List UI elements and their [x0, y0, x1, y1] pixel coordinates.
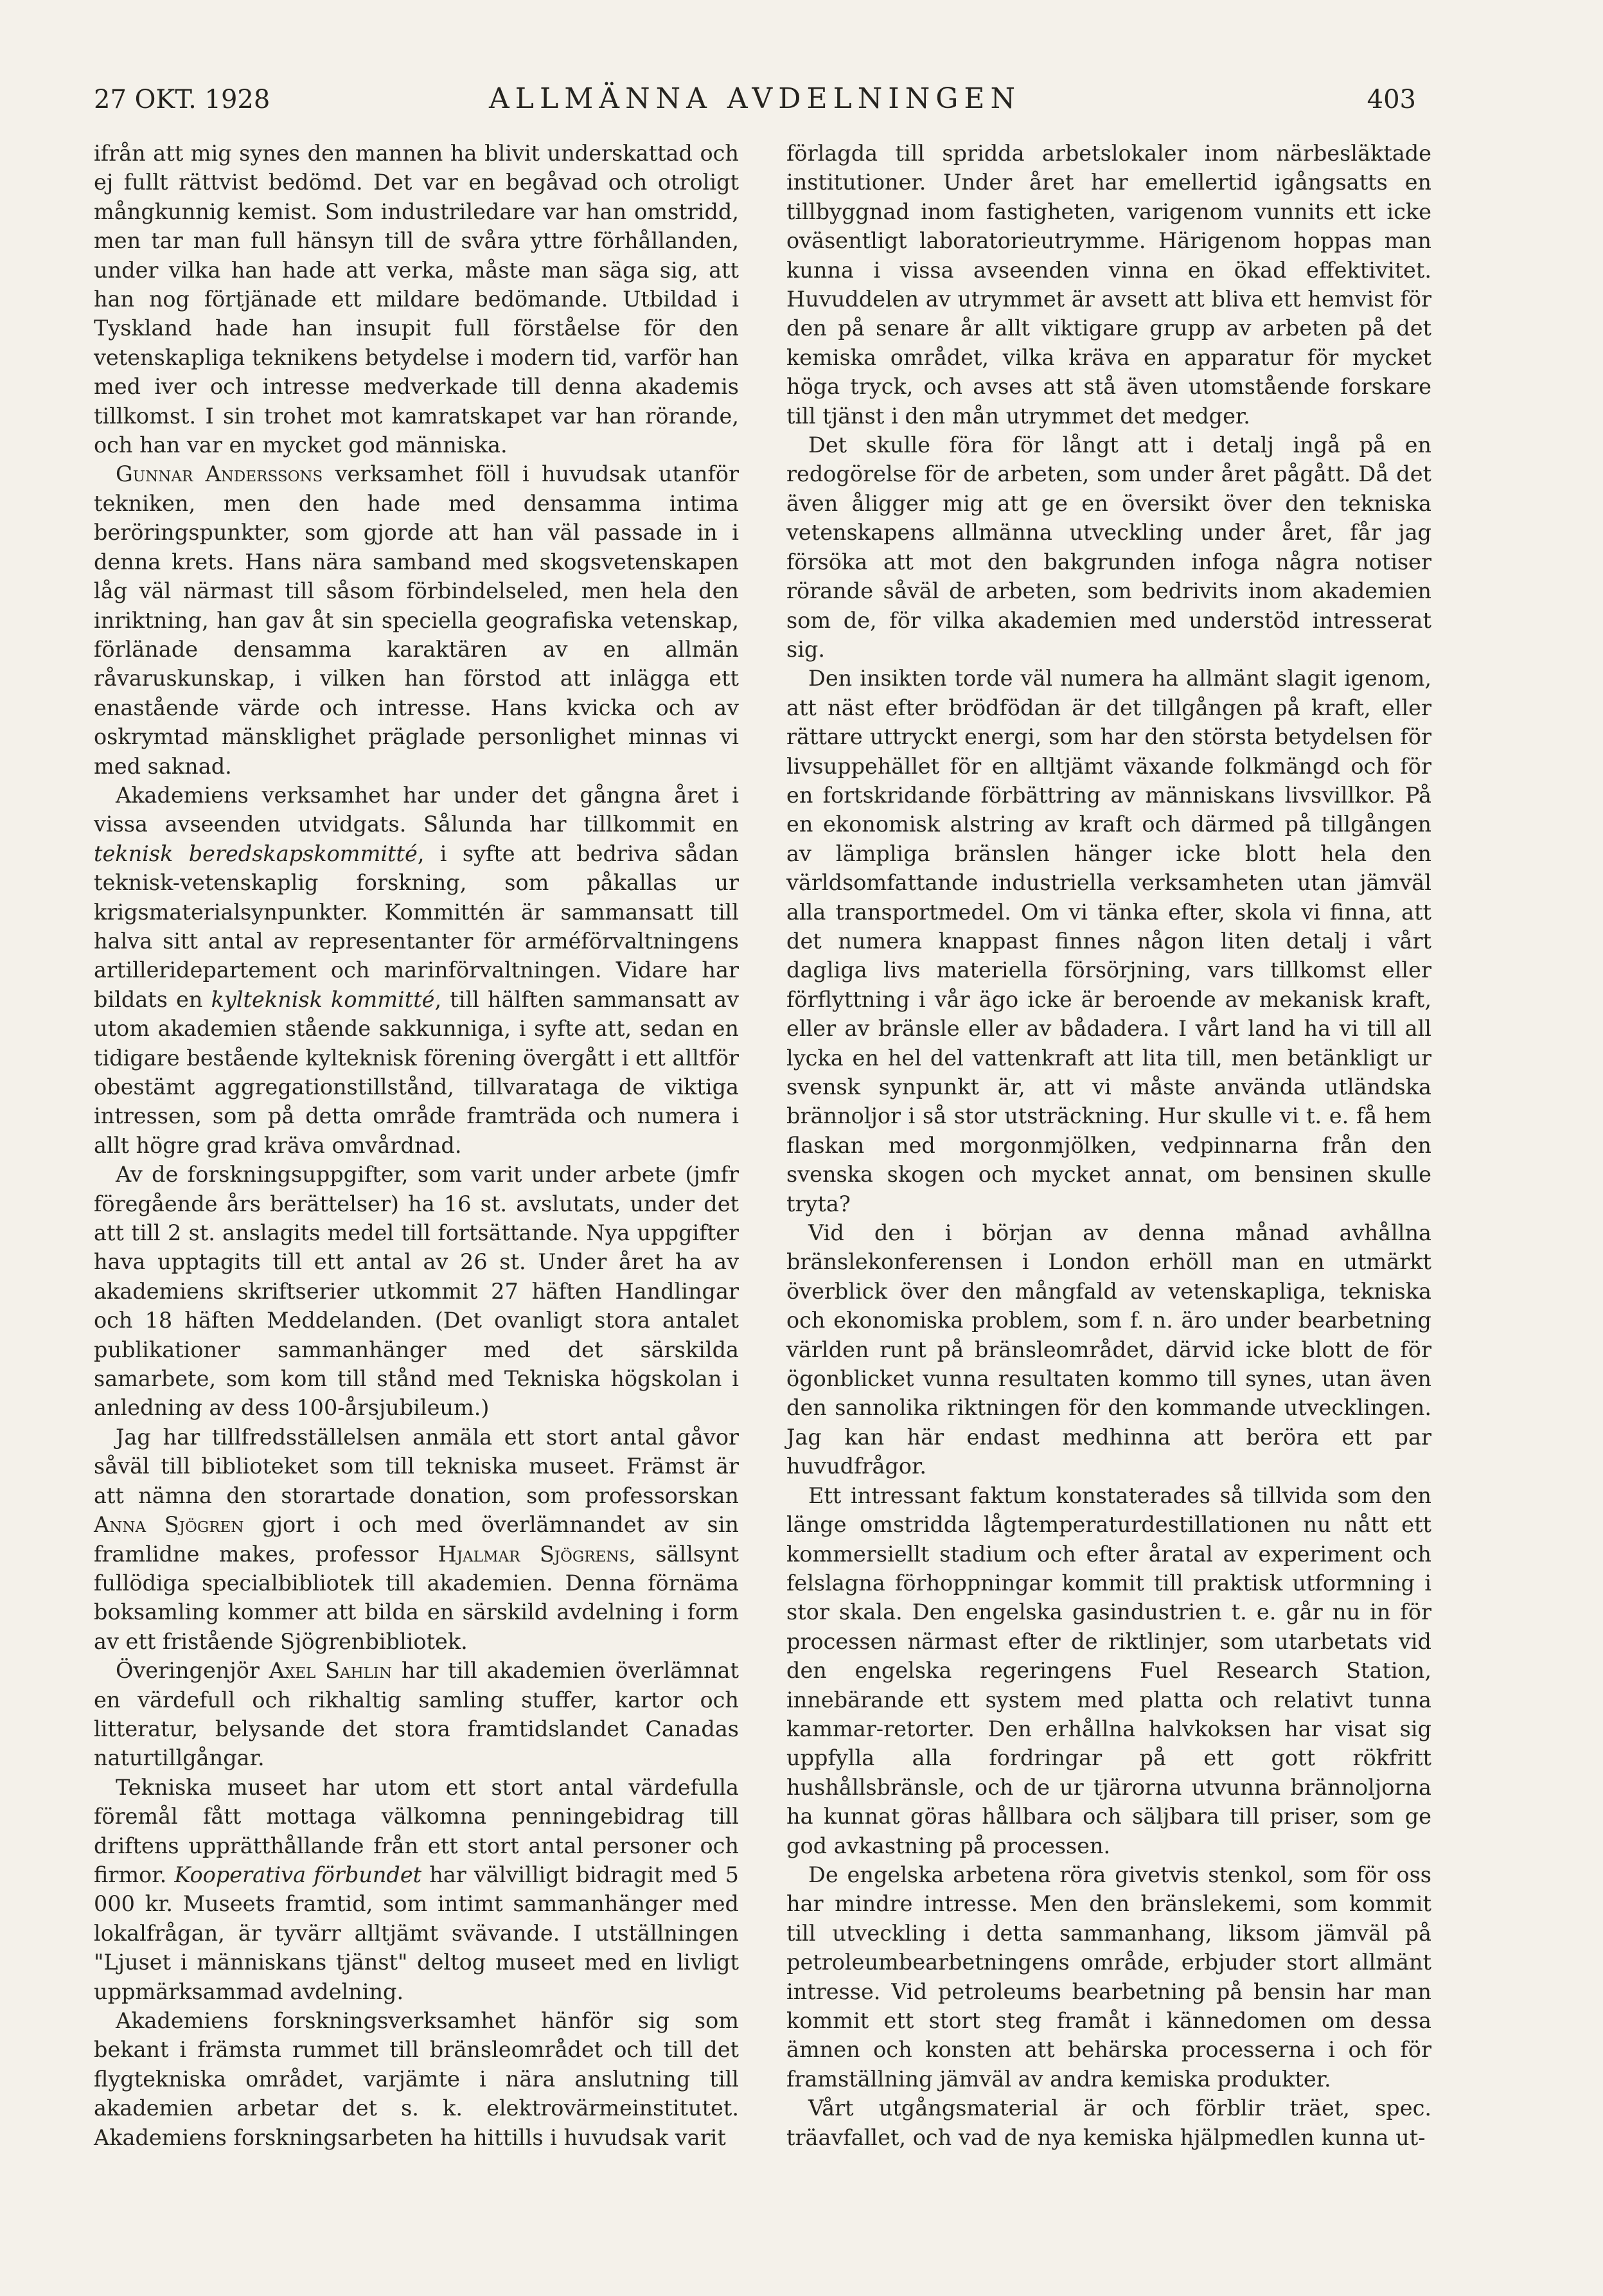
paragraph: Akademiens forskningsverksamhet hänför sig som bekant i främsta rummet till bränsleområdet och till det flygtekniska området, varjämte i nära anslutning till akademien arbetar det s. k. elektrovärmeinstitutet. Akademiens forskningsarbeten ha hittills i huvudsak varit — [94, 2008, 739, 2150]
paragraph: Vårt utgångsmaterial är och förblir träet, spec. träavfallet, och vad de nya kemiska hjälpmedlen kunna ut- — [786, 2096, 1431, 2150]
header-page-number: 403 — [1367, 85, 1416, 114]
header-section-title: ALLMÄNNA AVDELNINGEN — [489, 82, 1021, 115]
person-name: Gunnar Anderssons — [116, 461, 323, 487]
organization-name: Kooperativa förbundet — [174, 1862, 422, 1887]
paragraph: Akademiens verksamhet har under det gångna året i vissa avseenden utvidgats. Sålunda har tillkommit en teknisk beredskapskommitté, i syfte att bedriva sådan teknisk-vetenskaplig forskning, som påkallas ur krigsmaterialsynpunkter. Kommittén är sammansatt till halva sitt antal av representanter för arméförvaltningens artilleridepartement och marinförvaltningen. Vidare har bildats en kylteknisk kommitté, till hälften sammansatt av utom akademien stående sakkunniga, i syfte att, sedan en tidigare bestående kylteknisk förening övergått i ett alltför obestämt aggregationstillstånd, tillvarataga de viktiga intressen, som på detta område framträda och numera i allt högre grad kräva omvårdnad. — [94, 782, 739, 1158]
paragraph: Den insikten torde väl numera ha allmänt slagit igenom, att näst efter brödfödan är det tillgången på kraft, eller rättare uttryckt energi, som har den största betydelsen för livsuppehället för en alltjämt växande folkmängd och för en fortskridande förbättring av människans livsvillkor. På en ekonomisk alstring av kraft och därmed på tillgången av lämpliga bränslen hänger icke blott hela den världsomfattande industriella verksamheten utan jämväl alla transportmedel. Om vi tänka efter, skola vi finna, att det numera knappast finnes någon liten detalj i vårt dagliga livs materiella försörjning, vars tillkomst eller förflyttning i vår ägo icke är beroende av mekanisk kraft, eller av bränsle eller av bådadera. I vårt land ha vi till all lycka en hel del vattenkraft att lita till, men betänkligt ur svensk synpunkt är, att vi måste använda utländska brännoljor i så stor utsträckning. Hur skulle vi t. e. få hem flaskan med morgonmjölken, vedpinnarna från den svenska skogen och mycket annat, om bensinen skulle tryta? — [786, 666, 1431, 1216]
person-name: Hjalmar Sjögrens — [438, 1541, 630, 1567]
left-column — [94, 139, 739, 2152]
page-header — [94, 72, 1416, 130]
paragraph: Gunnar Anderssons verksamhet föll i huvudsak utanför tekniken, men den hade med densamma intima beröringspunkter, som gjorde att han väl passade in i denna krets. Hans nära samband med skogsvetenskapen låg väl närmast till såsom förbindelseled, men hela den inriktning, han gav åt sin speciella geografiska vetenskap, förlänade densamma karaktären av en allmän råvaruskunskap, i vilken han förstod att inlägga ett enastående värde och intresse. Hans kvicka och av oskrymtad mänsklighet präglade personlighet minnas vi med saknad. — [94, 461, 739, 779]
paragraph: förlagda till spridda arbetslokaler inom närbesläktade institutioner. Under året har emellertid igångsatts en tillbyggnad inom fastigheten, varigenom vunnits ett icke oväsentligt laboratorieutrymme. Härigenom hoppas man kunna i vissa avseenden vinna en ökad effektivitet. Huvuddelen av utrymmet är avsett att bliva ett hemvist för den på senare år allt viktigare grupp av arbeten på det kemiska området, vilka kräva en apparatur för mycket höga tryck, och avses att stå även utomstående forskare till tjänst i den mån utrymmet det medger. — [786, 141, 1431, 429]
committee-name: teknisk beredskapskommitté — [94, 841, 418, 866]
paragraph: Ett intressant faktum konstaterades så tillvida som den länge omstridda lågtemperaturdestillationen nu nått ett kommersiellt stadium och efter åratal av experiment och felslagna förhoppningar kommit till praktisk utformning i stor skala. Den engelska gasindustrien t. e. går nu in för processen närmast efter de riktlinjer, som utarbetats vid den engelska regeringens Fuel Research Station, innebärande ett system med platta och relativt tunna kammar-retorter. Den erhållna halvkoksen har visat sig uppfylla alla fordringar på ett gott rökfritt hushållsbränsle, och de ur tjärorna utvunna brännoljorna ha kunnat göras hållbara och säljbara till priser, som ge god avkastning på processen. — [786, 1482, 1431, 1858]
person-name: Anna Sjögren — [94, 1512, 244, 1538]
right-column — [786, 139, 1431, 2152]
paragraph: Vid den i början av denna månad avhållna bränslekonferensen i London erhöll man en utmärkt överblick över den mångfald av vetenskapliga, tekniska och ekonomiska problem, som f. n. äro under bearbetning världen runt på bränsleområdet, därvid icke blott de för ögonblicket vunna resultaten kommo till synes, utan även den sannolika riktningen för den kommande utvecklingen. Jag kan här endast medhinna att beröra ett par huvudfrågor. — [786, 1220, 1431, 1479]
person-name: Axel Sahlin — [269, 1658, 393, 1684]
paragraph: ifrån att mig synes den mannen ha blivit underskattad och ej fullt rättvist bedömd. Det var en begåvad och otroligt mångkunnig kemist. Som industriledare var han omstridd, men tar man full hänsyn till de svåra yttre förhållanden, under vilka han hade att verka, måste man säga sig, att han nog förtjänade ett mildare bedömande. Utbildad i Tyskland hade han insupit full förståelse för den vetenskapliga teknikens betydelse i modern tid, varför han med iver och intresse medverkade till denna akademis tillkomst. I sin trohet mot kamratskapet var han rörande, och han var en mycket god människa. — [94, 141, 739, 458]
paragraph: Jag har tillfredsställelsen anmäla ett stort antal gåvor såväl till biblioteket som till tekniska museet. Främst är att nämna den storartade donation, som professorskan Anna Sjögren gjort i och med överlämnandet av sin framlidne makes, professor Hjalmar Sjögrens, sällsynt fullödiga specialbibliotek till akademien. Denna förnäma boksamling kommer att bilda en särskild avdelning i form av ett fristående Sjögrenbibliotek. — [94, 1424, 740, 1654]
committee-name: kylteknisk kommitté — [211, 986, 435, 1012]
paragraph: De engelska arbetena röra givetvis stenkol, som för oss har mindre intresse. Men den bränslekemi, som kommit till utveckling i detta sammanhang, liksom jämväl på petroleumbearbetningens område, erbjuder stort allmänt intresse. Vid petroleums bearbetning på bensin har man kommit ett stort steg framåt i kännedomen om dessa ämnen och konsten att behärska processerna i och för framställning jämväl av andra kemiska produkter. — [786, 1862, 1431, 2092]
paragraph: Tekniska museet har utom ett stort antal värdefulla föremål fått mottaga välkomna penningebidrag till driftens upprätthållande från ett stort antal personer och firmor. Kooperativa förbundet har välvilligt bidragit med 5 000 kr. Museets framtid, som intimt sammanhänger med lokalfrågan, är tyvärr alltjämt svävande. I utställningen "Ljuset i människans tjänst" deltog museet med en livligt uppmärksammad avdelning. — [94, 1774, 739, 2004]
header-date: 27 OKT. 1928 — [94, 85, 270, 114]
paragraph: Överingenjör Axel Sahlin har till akademien överlämnat en värdefull och rikhaltig samling stuffer, kartor och litteratur, belysande det stora framtidslandet Canadas naturtillgångar. — [94, 1658, 739, 1771]
paragraph: Av de forskningsuppgifter, som varit under arbete (jmfr föregående års berättelser) ha 16 st. avslutats, under det att till 2 st. anslagits medel till fortsättande. Nya uppgifter hava upptagits till ett antal av 26 st. Under året ha av akademiens skriftserier utkommit 27 häften Handlingar och 18 häften Meddelanden. (Det ovanligt stora antalet publikationer sammanhänger med det särskilda samarbete, som kom till stånd med Tekniska högskolan i anledning av dess 100-årsjubileum.) — [94, 1162, 739, 1421]
paragraph: Det skulle föra för långt att i detalj ingå på en redogörelse för de arbeten, som under året pågått. Då det även åligger mig att ge en översikt över den tekniska vetenskapens allmänna utveckling under året, får jag försöka att mot den bakgrunden infoga några notiser rörande såväl de arbeten, som bedrivits inom akademien som de, för vilka akademien med understöd intresserat sig. — [786, 432, 1431, 662]
